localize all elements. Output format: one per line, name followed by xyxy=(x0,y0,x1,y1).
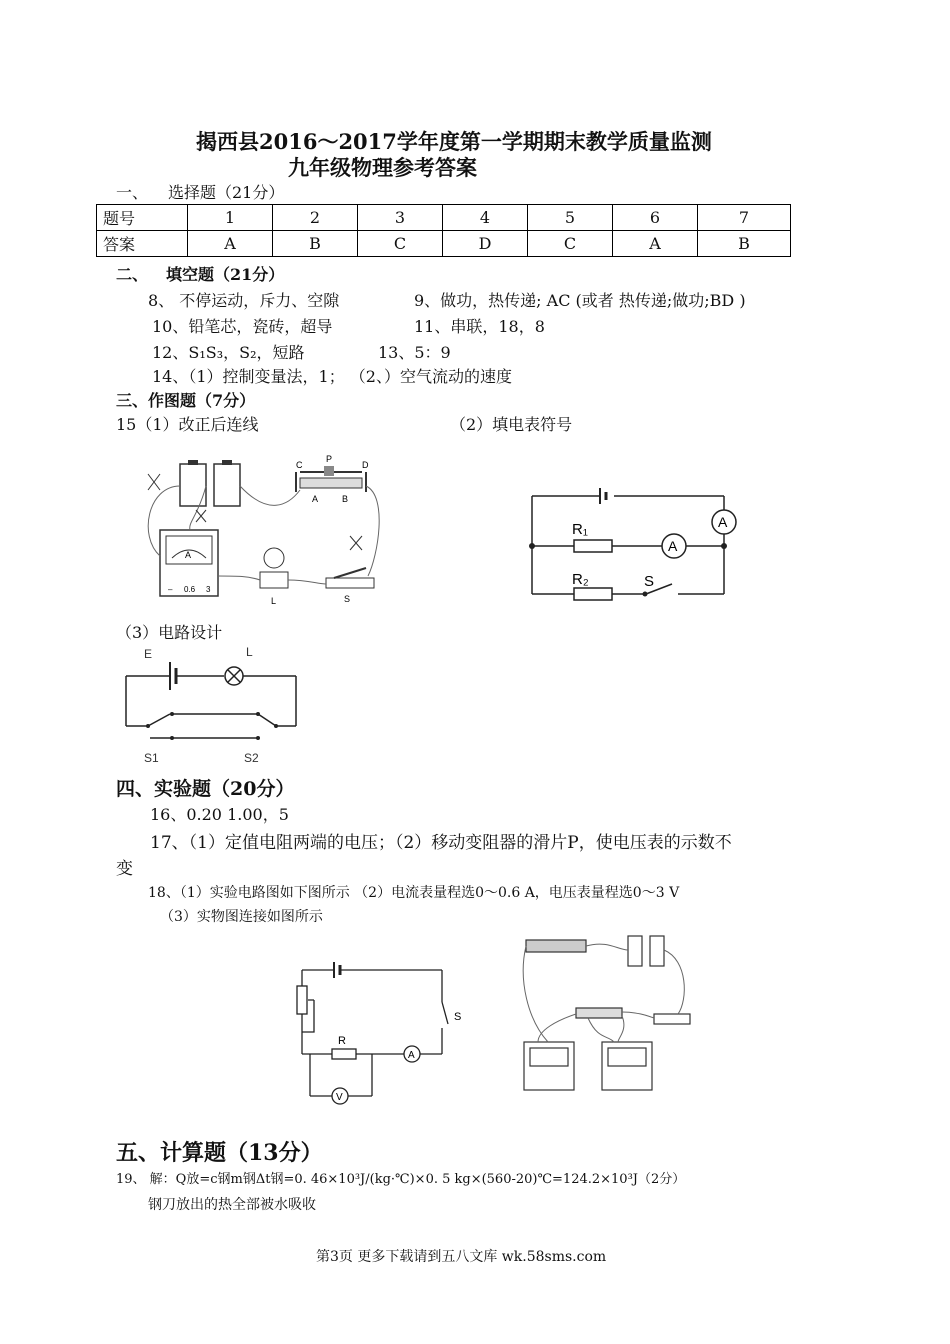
switch-s-symbol-label: S xyxy=(454,1011,462,1023)
resistor-r2-icon xyxy=(574,588,612,600)
ammeter-minus: – xyxy=(168,585,173,594)
rheostat-device-icon xyxy=(526,940,586,952)
page-footer: 第3页 更多下载请到五八文库 wk.58sms.com xyxy=(316,1249,607,1265)
battery-icon xyxy=(214,464,240,506)
answer-q9: 9、做功，热传递; AC (或者 热传递;做功;BD ) xyxy=(414,291,746,310)
table-cell: B xyxy=(698,231,791,257)
ammeter-symbol-label: A xyxy=(408,1050,415,1061)
answer-q18: 18、（1）实验电路图如下图所示 （2）电流表量程选0～0.6 A，电压表量程选0～3 V xyxy=(148,885,680,901)
table-cell: 2 xyxy=(273,205,358,231)
table-cell: 4 xyxy=(443,205,528,231)
page-subtitle: 九年级物理参考答案 xyxy=(288,155,477,180)
switch-device-icon xyxy=(654,1014,690,1024)
q15-part2-label: （2）填电表符号 xyxy=(450,415,573,434)
section-3-title: 三、作图题（7分） xyxy=(116,391,256,410)
lamp-label: L xyxy=(271,596,277,606)
answer-q18-part3: （3）实物图连接如图所示 xyxy=(160,909,323,925)
design-circuit-figure xyxy=(118,644,308,768)
resistor-r1-icon xyxy=(574,540,612,552)
experiment-circuit-figure xyxy=(292,958,472,1108)
table-cell: 1 xyxy=(188,205,273,231)
voltmeter-symbol-label: V xyxy=(336,1092,343,1103)
answer-q10: 10、铅笔芯，瓷砖，超导 xyxy=(152,317,333,336)
ammeter-branch-label: A xyxy=(668,538,678,554)
answer-q17-continued: 变 xyxy=(116,859,133,879)
rheostat-icon xyxy=(300,478,362,488)
answer-q14: 14、（1）控制变量法，1； （2、）空气流动的速度 xyxy=(152,367,512,386)
lamp-l-label: L xyxy=(246,645,253,659)
apparatus-photo-figure xyxy=(518,930,698,1106)
switch-label: S xyxy=(344,594,351,604)
resistor-r2-label: R₂ xyxy=(572,571,589,588)
battery-e-label: E xyxy=(144,647,153,661)
table-cell: C xyxy=(358,231,443,257)
ammeter-main-label: A xyxy=(718,514,728,530)
table-cell: 6 xyxy=(613,205,698,231)
switch-s2-label: S2 xyxy=(244,751,259,765)
switch-s-label: S xyxy=(644,573,655,590)
q15-part3-label: （3）电路设计 xyxy=(116,623,223,642)
ammeter-label: A xyxy=(185,550,192,560)
answer-q16: 16、0.20 1.00，5 xyxy=(150,805,289,824)
answer-q19: 19、 解：Q放=c钢m钢Δt钢=0. 46×10³J/(kg·℃)×0. 5 kg×(560-20)℃=124.2×10³J（2分） xyxy=(116,1172,686,1187)
ammeter-scale-3: 3 xyxy=(206,585,211,594)
rheostat-terminal-c: C xyxy=(296,460,303,470)
section-1-title: 选择题（21分） xyxy=(168,183,285,202)
switch-s1-label: S1 xyxy=(144,751,159,765)
table-header-cell: 题号 xyxy=(97,205,188,231)
answer-q8: 8、 不停运动，斥力、空隙 xyxy=(148,291,340,310)
answer-q13: 13、5：9 xyxy=(378,343,451,362)
answer-q17: 17、（1）定值电阻两端的电压；（2）移动变阻器的滑片P，使电压表的示数不 xyxy=(150,833,732,853)
table-cell: 5 xyxy=(528,205,613,231)
ammeter-scale-06: 0.6 xyxy=(184,585,196,594)
table-row xyxy=(97,231,791,257)
table-cell: C xyxy=(528,231,613,257)
table-cell: 7 xyxy=(698,205,791,231)
rheostat-terminal-a: A xyxy=(312,494,319,504)
resistor-device-icon xyxy=(576,1008,622,1018)
answer-q11: 11、串联，18，8 xyxy=(414,317,545,336)
page-title: 揭西县2016～2017学年度第一学期期末教学质量监测 xyxy=(196,129,712,154)
battery-device-icon xyxy=(628,936,642,966)
lamp-icon xyxy=(264,548,284,568)
table-cell: B xyxy=(273,231,358,257)
answer-q19-continued: 钢刀放出的热全部被水吸收 xyxy=(148,1197,316,1213)
rheostat-terminal-b: B xyxy=(342,494,349,504)
physical-circuit-figure xyxy=(128,446,398,608)
section-4-title: 四、实验题（20分） xyxy=(116,778,295,800)
section-2-number: 二、 xyxy=(116,265,149,284)
section-2-title: 填空题（21分） xyxy=(166,265,285,284)
battery-device-icon xyxy=(650,936,664,966)
section-1-number: 一、 xyxy=(116,183,149,202)
rheostat-symbol-icon xyxy=(297,986,307,1014)
rheostat-slider-p: P xyxy=(326,454,333,464)
resistor-r-label: R xyxy=(338,1035,346,1047)
table-header-cell: 答案 xyxy=(97,231,188,257)
table-row xyxy=(97,205,791,231)
rheostat-terminal-d: D xyxy=(362,460,369,470)
answer-q12: 12、S₁S₃，S₂，短路 xyxy=(152,343,305,362)
q15-part1-label: 15（1）改正后连线 xyxy=(116,415,259,434)
resistor-r-icon xyxy=(332,1049,356,1059)
section-5-title: 五、计算题（13分） xyxy=(116,1140,323,1166)
switch-icon xyxy=(326,578,374,588)
table-cell: D xyxy=(443,231,528,257)
answer-table xyxy=(96,204,791,257)
table-cell: A xyxy=(188,231,273,257)
table-cell: A xyxy=(613,231,698,257)
resistor-r1-label: R₁ xyxy=(572,521,588,538)
meter-circuit-figure xyxy=(524,488,754,602)
table-cell: 3 xyxy=(358,205,443,231)
